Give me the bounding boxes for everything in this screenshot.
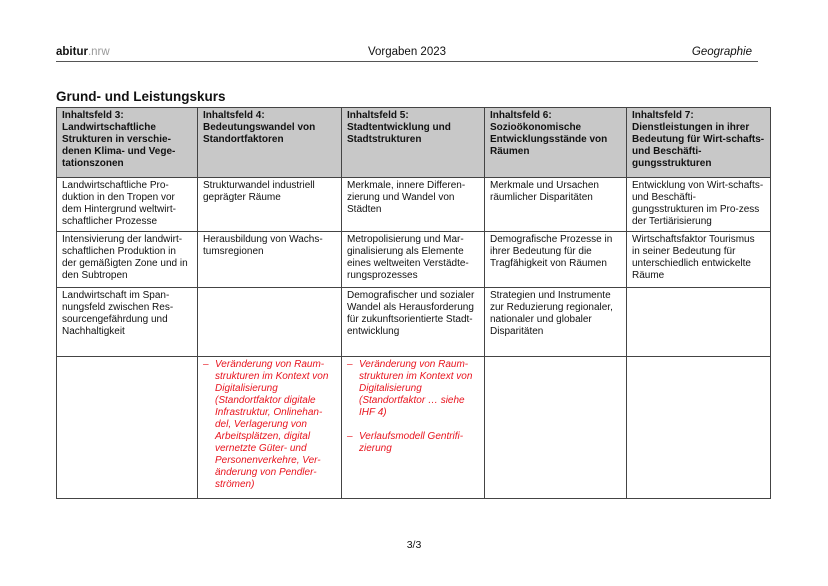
table-header-row bbox=[57, 108, 771, 178]
page-header bbox=[56, 45, 758, 62]
table-cell-empty bbox=[485, 357, 627, 499]
brand-bold: abitur bbox=[56, 46, 88, 58]
table-cell: Wirtschaftsfaktor Tourismus in seiner Bedeutung für unterschiedlich entwickelte Räume bbox=[627, 232, 771, 288]
dash-bullet-icon: – bbox=[347, 359, 353, 370]
table-cell: Strategien und Instrumente zur Reduzierung regionaler, nationaler und globaler Disparitäten bbox=[485, 288, 627, 357]
header-subject: Geographie bbox=[691, 46, 752, 58]
annotation-cell-if4 bbox=[198, 357, 342, 499]
table-cell: Herausbildung von Wachs-tumsregionen bbox=[198, 232, 342, 288]
dash-bullet-icon: – bbox=[347, 431, 353, 442]
annotation-cell-if5 bbox=[342, 357, 485, 499]
table-row bbox=[57, 232, 771, 288]
annotation-text: Veränderung von Raum-strukturen im Kontext von Digitalisierung (Standortfaktor … siehe IHF 4) bbox=[359, 359, 473, 418]
table-cell-empty bbox=[627, 357, 771, 499]
table-cell: Demografischer und sozialer Wandel als Herausforderung für zukunftsorientierte Stadt-entwicklung bbox=[342, 288, 485, 357]
page-number: 3/3 bbox=[406, 539, 422, 551]
table-cell: Demografische Prozesse in ihrer Bedeutung für die Tragfähigkeit von Räumen bbox=[485, 232, 627, 288]
table-row bbox=[57, 178, 771, 232]
table-cell-empty bbox=[57, 357, 198, 499]
annotation-item bbox=[347, 431, 479, 455]
content-table bbox=[56, 107, 771, 499]
table-row bbox=[57, 288, 771, 357]
table-cell: Metropolisierung und Mar-ginalisierung als Elemente eines weltweiten Verstädte-rungsprozesses bbox=[342, 232, 485, 288]
header-cell-if6: Inhaltsfeld 6: Sozioökonomische Entwicklungsstände von Räumen bbox=[485, 108, 627, 178]
table-cell bbox=[198, 288, 342, 357]
annotation-item bbox=[347, 359, 479, 419]
table-cell: Strukturwandel industriell geprägter Räume bbox=[198, 178, 342, 232]
header-center-title: Vorgaben 2023 bbox=[367, 46, 447, 58]
header-cell-if5: Inhaltsfeld 5: Stadtentwicklung und Stadtstrukturen bbox=[342, 108, 485, 178]
table-cell: Landwirtschaftliche Pro-duktion in den Tropen vor dem Hintergrund weltwirt-schaftlicher Prozesse bbox=[57, 178, 198, 232]
header-cell-if7: Inhaltsfeld 7: Dienstleistungen in ihrer Bedeutung für Wirt-schafts- und Beschäfti-gungsstrukturen bbox=[627, 108, 771, 178]
annotation-text: Verlaufsmodell Gentrifi-zierung bbox=[359, 431, 464, 454]
table-cell: Merkmale und Ursachen räumlicher Disparitäten bbox=[485, 178, 627, 232]
table-cell: Merkmale, innere Differen-zierung und Wandel von Städten bbox=[342, 178, 485, 232]
table-cell bbox=[627, 288, 771, 357]
annotation-item bbox=[203, 359, 336, 491]
section-title: Grund- und Leistungskurs bbox=[56, 89, 226, 104]
table-row-annotations bbox=[57, 357, 771, 499]
annotation-text: Veränderung von Raum-strukturen im Kontext von Digitalisierung (Standortfaktor digitale Infrastruktur, Onlinehan-del, Verlagerung von Arbeitsplätzen, digital vernetzte Güter- und Personenverkehre, Ver-änderung von Pendler-strömen) bbox=[215, 359, 329, 490]
header-cell-if4: Inhaltsfeld 4: Bedeutungswandel von Standortfaktoren bbox=[198, 108, 342, 178]
table-cell: Landwirtschaft im Span-nungsfeld zwischen Res-sourcengefährdung und Nachhaltigkeit bbox=[57, 288, 198, 357]
dash-bullet-icon: – bbox=[203, 359, 209, 370]
table-cell: Entwicklung von Wirt-schafts- und Beschäfti-gungsstrukturen im Pro-zess der Tertiärisierung bbox=[627, 178, 771, 232]
brand-light: .nrw bbox=[87, 46, 110, 58]
table-cell: Intensivierung der landwirt-schaftlichen Produktion in der gemäßigten Zone und in den Subtropen bbox=[57, 232, 198, 288]
header-cell-if3: Inhaltsfeld 3: Landwirtschaftliche Strukturen in verschie-denen Klima- und Vege-tationszonen bbox=[57, 108, 198, 178]
